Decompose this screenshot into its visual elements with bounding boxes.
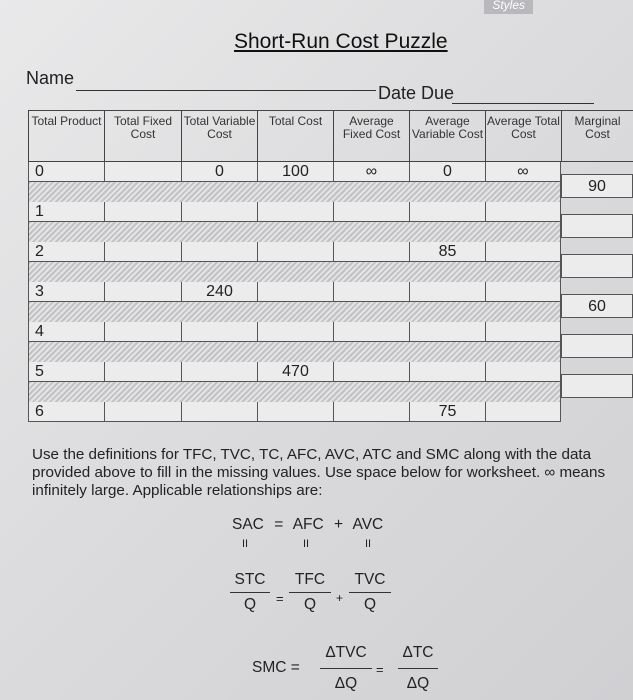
cell-average-variable-cost[interactable] xyxy=(409,282,485,302)
page-title: Short-Run Cost Puzzle xyxy=(234,30,448,53)
cell-total-fixed-cost[interactable] xyxy=(104,242,181,262)
date-due-label: Date Due xyxy=(378,83,455,103)
cell-average-fixed-cost[interactable] xyxy=(333,202,409,222)
styles-tab[interactable]: Styles xyxy=(484,0,533,14)
cell-total-product[interactable]: 1 xyxy=(28,202,104,222)
cell-total-fixed-cost[interactable] xyxy=(104,202,181,222)
dtvc-numerator: ΔTVC xyxy=(325,644,367,661)
cell-total-cost[interactable] xyxy=(257,322,333,342)
dq-denominator: ΔQ xyxy=(334,675,358,692)
table-row xyxy=(28,202,561,222)
tvc-over-q xyxy=(349,571,391,614)
col-average-fixed-cost: Average Fixed Cost xyxy=(333,110,409,162)
cell-total-cost[interactable] xyxy=(257,202,333,222)
parallel-mark-3: II xyxy=(365,538,372,550)
cell-average-total-cost[interactable] xyxy=(485,282,561,302)
cell-average-total-cost[interactable]: ∞ xyxy=(485,162,561,182)
cell-average-total-cost[interactable] xyxy=(485,402,561,422)
table-row xyxy=(28,322,561,342)
afc-term: AFC xyxy=(292,516,324,533)
cell-average-variable-cost[interactable]: 85 xyxy=(409,242,485,262)
cell-marginal-cost[interactable] xyxy=(561,214,633,238)
q-denominator: Q xyxy=(363,596,377,613)
cell-total-fixed-cost[interactable] xyxy=(104,162,181,182)
cell-total-variable-cost[interactable] xyxy=(181,242,257,262)
cell-total-product[interactable]: 5 xyxy=(28,362,104,382)
col-total-product: Total Product xyxy=(28,110,104,162)
cell-total-product[interactable]: 6 xyxy=(28,402,104,422)
plus-sign: + xyxy=(334,516,344,533)
cell-average-fixed-cost[interactable] xyxy=(333,362,409,382)
cell-total-variable-cost[interactable]: 0 xyxy=(181,162,257,182)
cell-average-fixed-cost[interactable]: ∞ xyxy=(333,162,409,182)
formula-sac xyxy=(232,516,383,534)
cell-average-total-cost[interactable] xyxy=(485,242,561,262)
sac-term: SAC xyxy=(232,516,264,533)
name-line[interactable] xyxy=(76,90,376,91)
col-average-variable-cost: Average Variable Cost xyxy=(409,110,485,162)
equals-sign: = xyxy=(274,516,284,533)
cell-total-variable-cost[interactable] xyxy=(181,402,257,422)
cell-marginal-cost[interactable] xyxy=(561,254,633,278)
cell-total-fixed-cost[interactable] xyxy=(104,322,181,342)
cell-total-product[interactable]: 4 xyxy=(28,322,104,342)
table-row xyxy=(28,402,561,422)
cell-total-variable-cost[interactable] xyxy=(181,322,257,342)
table-row xyxy=(28,282,561,302)
dtc-numerator: ΔTC xyxy=(402,644,434,661)
cell-average-fixed-cost[interactable] xyxy=(333,282,409,302)
cell-total-cost[interactable] xyxy=(257,242,333,262)
cell-average-variable-cost[interactable] xyxy=(409,322,485,342)
stc-over-q xyxy=(230,571,270,614)
cell-average-fixed-cost[interactable] xyxy=(333,402,409,422)
cell-total-cost[interactable] xyxy=(257,402,333,422)
cell-average-fixed-cost[interactable] xyxy=(333,242,409,262)
cell-average-fixed-cost[interactable] xyxy=(333,322,409,342)
cell-average-total-cost[interactable] xyxy=(485,202,561,222)
dtc-over-dq xyxy=(398,644,438,693)
cell-total-fixed-cost[interactable] xyxy=(104,282,181,302)
table-row xyxy=(28,162,561,182)
cell-total-variable-cost[interactable]: 240 xyxy=(181,282,257,302)
col-total-variable-cost: Total Variable Cost xyxy=(181,110,257,162)
parallel-mark-1: II xyxy=(242,538,249,550)
cell-total-cost[interactable]: 470 xyxy=(257,362,333,382)
cell-total-fixed-cost[interactable] xyxy=(104,402,181,422)
q-denominator: Q xyxy=(303,596,317,613)
name-label: Name xyxy=(26,68,75,88)
instructions-text: Use the definitions for TFC, TVC, TC, AFC, AVC, ATC and SMC along with the data provided above to fill in the missing values. Use space below for worksheet. ∞ means infinitely large. Applicable relationships are: xyxy=(32,446,606,499)
cell-marginal-cost[interactable]: 90 xyxy=(561,174,633,198)
tvc-numerator: TVC xyxy=(354,571,386,588)
cell-average-variable-cost[interactable]: 0 xyxy=(409,162,485,182)
q-denominator: Q xyxy=(243,596,257,613)
cell-total-product[interactable]: 3 xyxy=(28,282,104,302)
cost-table xyxy=(28,110,633,162)
table-row xyxy=(28,362,561,382)
cell-average-total-cost[interactable] xyxy=(485,322,561,342)
date-line[interactable] xyxy=(452,103,594,104)
avc-term: AVC xyxy=(352,516,384,533)
table-row xyxy=(28,242,561,262)
col-average-total-cost: Average Total Cost xyxy=(485,110,561,162)
tfc-over-q xyxy=(289,571,331,614)
equals-sign: = xyxy=(276,591,284,606)
cell-average-variable-cost[interactable] xyxy=(409,202,485,222)
shaded-row-gap xyxy=(28,262,561,282)
cell-marginal-cost[interactable]: 60 xyxy=(561,294,633,318)
cell-total-product[interactable]: 2 xyxy=(28,242,104,262)
tfc-numerator: TFC xyxy=(294,571,326,588)
cell-marginal-cost[interactable] xyxy=(561,374,633,398)
smc-term: SMC = xyxy=(252,659,300,676)
col-marginal-cost: Marginal Cost xyxy=(561,110,633,162)
cell-total-variable-cost[interactable] xyxy=(181,202,257,222)
shaded-row-gap xyxy=(28,382,561,402)
shaded-row-gap xyxy=(28,342,561,362)
equals-sign: = xyxy=(376,662,384,677)
cell-average-variable-cost[interactable] xyxy=(409,362,485,382)
parallel-mark-2: II xyxy=(303,538,310,550)
cell-total-variable-cost[interactable] xyxy=(181,362,257,382)
stc-numerator: STC xyxy=(234,571,266,588)
shaded-row-gap xyxy=(28,182,561,202)
cell-total-fixed-cost[interactable] xyxy=(104,362,181,382)
cell-total-product[interactable]: 0 xyxy=(28,162,104,182)
plus-sign: + xyxy=(336,591,344,605)
col-total-cost: Total Cost xyxy=(257,110,333,162)
shaded-row-gap xyxy=(28,302,561,322)
col-total-fixed-cost: Total Fixed Cost xyxy=(104,110,181,162)
cell-average-total-cost[interactable] xyxy=(485,362,561,382)
shaded-row-gap xyxy=(28,222,561,242)
dq-denominator: ΔQ xyxy=(406,675,430,692)
cell-marginal-cost[interactable] xyxy=(561,334,633,358)
cell-total-cost[interactable] xyxy=(257,282,333,302)
cell-total-cost[interactable]: 100 xyxy=(257,162,333,182)
table-header xyxy=(28,110,633,162)
dtvc-over-dq xyxy=(320,644,372,693)
cell-average-variable-cost[interactable]: 75 xyxy=(409,402,485,422)
